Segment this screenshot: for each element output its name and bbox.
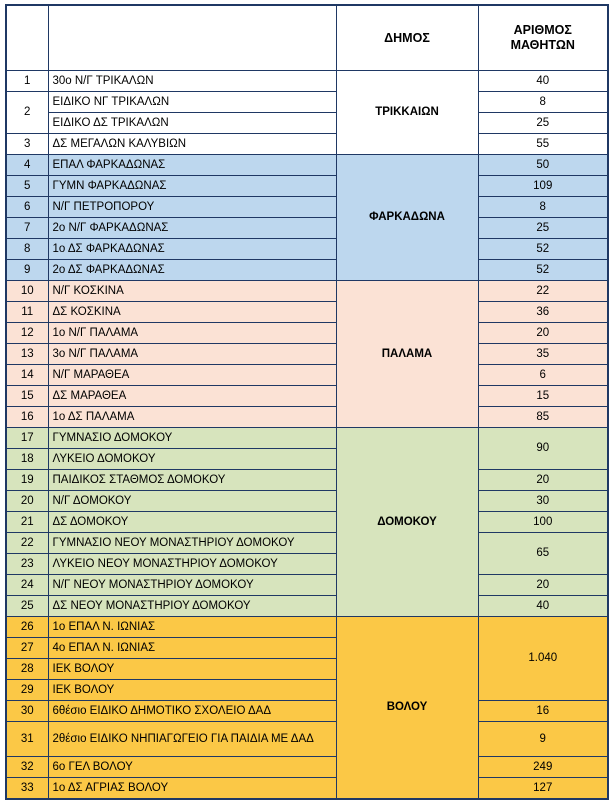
cell-student-count: 25 (478, 218, 608, 239)
table-row (6, 113, 608, 134)
table-row (6, 260, 608, 281)
table-row (6, 722, 608, 757)
cell-student-count: 6 (478, 365, 608, 386)
cell-student-count: 16 (478, 701, 608, 722)
cell-school-name: ΛΥΚΕΙΟ ΔΟΜΟΚΟΥ (48, 449, 336, 470)
cell-row-number: 29 (6, 680, 48, 701)
cell-student-count: 85 (478, 407, 608, 428)
table-row (6, 491, 608, 512)
cell-row-number: 13 (6, 344, 48, 365)
cell-row-number: 1 (6, 71, 48, 92)
cell-row-number: 19 (6, 470, 48, 491)
table-row (6, 92, 608, 113)
cell-municipality: ΔΟΜΟΚΟΥ (336, 428, 478, 617)
cell-school-name: 2θέσιο ΕΙΔΙΚΟ ΝΗΠΙΑΓΩΓΕΙΟ ΓΙΑ ΠΑΙΔΙΑ ΜΕ ΔΑΔ (48, 722, 336, 757)
table-body (6, 5, 608, 799)
cell-student-count: 109 (478, 176, 608, 197)
cell-row-number: 10 (6, 281, 48, 302)
table-row (6, 407, 608, 428)
cell-municipality: ΤΡΙΚΚΑΙΩΝ (336, 71, 478, 155)
cell-row-number: 6 (6, 197, 48, 218)
cell-row-number: 11 (6, 302, 48, 323)
cell-row-number: 27 (6, 638, 48, 659)
cell-school-name: 1ο Ν/Γ ΠΑΛΑΜΑ (48, 323, 336, 344)
cell-row-number: 7 (6, 218, 48, 239)
cell-row-number: 9 (6, 260, 48, 281)
cell-row-number: 28 (6, 659, 48, 680)
cell-row-number: 25 (6, 596, 48, 617)
table-row (6, 71, 608, 92)
cell-school-name: ΙΕΚ ΒΟΛΟΥ (48, 680, 336, 701)
cell-school-name: ΔΣ ΚΟΣΚΙΝΑ (48, 302, 336, 323)
table-row (6, 134, 608, 155)
schools-table (5, 4, 609, 800)
header-cell-number (6, 5, 48, 71)
cell-row-number: 3 (6, 134, 48, 155)
cell-student-count: 52 (478, 239, 608, 260)
cell-school-name: 1ο ΕΠΑΛ Ν. ΙΩΝΙΑΣ (48, 617, 336, 638)
cell-student-count: 65 (478, 533, 608, 575)
cell-school-name: 2ο ΔΣ ΦΑΡΚΑΔΩΝΑΣ (48, 260, 336, 281)
table-row (6, 778, 608, 800)
cell-row-number: 17 (6, 428, 48, 449)
cell-student-count: 35 (478, 344, 608, 365)
cell-school-name: ΓΥΜΝ ΦΑΡΚΑΔΩΝΑΣ (48, 176, 336, 197)
cell-student-count: 25 (478, 113, 608, 134)
cell-school-name: Ν/Γ ΚΟΣΚΙΝΑ (48, 281, 336, 302)
cell-school-name: ΛΥΚΕΙΟ ΝΕΟΥ ΜΟΝΑΣΤΗΡΙΟΥ ΔΟΜΟΚΟΥ (48, 554, 336, 575)
table-row (6, 281, 608, 302)
cell-student-count: 100 (478, 512, 608, 533)
cell-row-number: 20 (6, 491, 48, 512)
cell-row-number: 26 (6, 617, 48, 638)
cell-student-count: 15 (478, 386, 608, 407)
cell-student-count: 30 (478, 491, 608, 512)
table-row (6, 323, 608, 344)
table-row (6, 302, 608, 323)
cell-school-name: 1ο ΔΣ ΑΓΡΙΑΣ ΒΟΛΟΥ (48, 778, 336, 800)
cell-school-name: ΕΙΔΙΚΟ ΝΓ ΤΡΙΚΑΛΩΝ (48, 92, 336, 113)
cell-row-number: 24 (6, 575, 48, 596)
cell-student-count: 8 (478, 92, 608, 113)
cell-student-count: 40 (478, 596, 608, 617)
table-row (6, 155, 608, 176)
cell-student-count: 9 (478, 722, 608, 757)
cell-row-number: 2 (6, 92, 48, 134)
cell-student-count: 249 (478, 757, 608, 778)
table-row (6, 218, 608, 239)
cell-row-number: 5 (6, 176, 48, 197)
table-row (6, 470, 608, 491)
table-row (6, 428, 608, 449)
cell-school-name: Ν/Γ ΝΕΟΥ ΜΟΝΑΣΤΗΡΙΟΥ ΔΟΜΟΚΟΥ (48, 575, 336, 596)
cell-school-name: Ν/Γ ΠΕΤΡΟΠΟΡΟΥ (48, 197, 336, 218)
cell-school-name: ΓΥΜΝΑΣΙΟ ΔΟΜΟΚΟΥ (48, 428, 336, 449)
cell-student-count: 36 (478, 302, 608, 323)
cell-school-name: ΔΣ ΜΑΡΑΘΕΑ (48, 386, 336, 407)
cell-row-number: 33 (6, 778, 48, 800)
cell-school-name: ΙΕΚ ΒΟΛΟΥ (48, 659, 336, 680)
table-row (6, 344, 608, 365)
table-row (6, 575, 608, 596)
table-row (6, 197, 608, 218)
cell-student-count: 55 (478, 134, 608, 155)
cell-row-number: 16 (6, 407, 48, 428)
cell-student-count: 22 (478, 281, 608, 302)
cell-school-name: ΠΑΙΔΙΚΟΣ ΣΤΑΘΜΟΣ ΔΟΜΟΚΟΥ (48, 470, 336, 491)
table-row (6, 386, 608, 407)
cell-row-number: 4 (6, 155, 48, 176)
cell-student-count: 52 (478, 260, 608, 281)
table-row (6, 757, 608, 778)
table-row (6, 533, 608, 554)
cell-school-name: ΕΙΔΙΚΟ ΔΣ ΤΡΙΚΑΛΩΝ (48, 113, 336, 134)
cell-school-name: 2ο Ν/Γ ΦΑΡΚΑΔΩΝΑΣ (48, 218, 336, 239)
header-cell-student-count: ΑΡΙΘΜΟΣ ΜΑΘΗΤΩΝ (478, 5, 608, 71)
cell-school-name: 6ο ΓΕΛ ΒΟΛΟΥ (48, 757, 336, 778)
table-row (6, 239, 608, 260)
cell-school-name: Ν/Γ ΜΑΡΑΘΕΑ (48, 365, 336, 386)
cell-student-count: 40 (478, 71, 608, 92)
cell-row-number: 15 (6, 386, 48, 407)
cell-school-name: 1ο ΔΣ ΦΑΡΚΑΔΩΝΑΣ (48, 239, 336, 260)
cell-row-number: 32 (6, 757, 48, 778)
cell-school-name: 1ο ΔΣ ΠΑΛΑΜΑ (48, 407, 336, 428)
table-header-row (6, 5, 608, 71)
cell-school-name: ΔΣ ΔΟΜΟΚΟΥ (48, 512, 336, 533)
cell-row-number: 31 (6, 722, 48, 757)
cell-row-number: 8 (6, 239, 48, 260)
cell-student-count: 20 (478, 323, 608, 344)
cell-municipality: ΦΑΡΚΑΔΩΝΑ (336, 155, 478, 281)
cell-student-count: 1.040 (478, 617, 608, 701)
cell-row-number: 23 (6, 554, 48, 575)
header-cell-municipality: ΔΗΜΟΣ (336, 5, 478, 71)
cell-row-number: 30 (6, 701, 48, 722)
cell-row-number: 14 (6, 365, 48, 386)
cell-municipality: ΒΟΛΟΥ (336, 617, 478, 800)
table-row (6, 176, 608, 197)
table-row (6, 512, 608, 533)
cell-row-number: 12 (6, 323, 48, 344)
cell-school-name: 6θέσιο ΕΙΔΙΚΟ ΔΗΜΟΤΙΚΟ ΣΧΟΛΕΙΟ ΔΑΔ (48, 701, 336, 722)
table-row (6, 617, 608, 638)
cell-school-name: Ν/Γ ΔΟΜΟΚΟΥ (48, 491, 336, 512)
cell-student-count: 20 (478, 575, 608, 596)
cell-row-number: 21 (6, 512, 48, 533)
cell-student-count: 20 (478, 470, 608, 491)
header-cell-school (48, 5, 336, 71)
cell-school-name: 3ο Ν/Γ ΠΑΛΑΜΑ (48, 344, 336, 365)
cell-school-name: ΕΠΑΛ ΦΑΡΚΑΔΩΝΑΣ (48, 155, 336, 176)
cell-row-number: 22 (6, 533, 48, 554)
table-row (6, 365, 608, 386)
cell-school-name: 30ο Ν/Γ ΤΡΙΚΑΛΩΝ (48, 71, 336, 92)
cell-school-name: ΔΣ ΝΕΟΥ ΜΟΝΑΣΤΗΡΙΟΥ ΔΟΜΟΚΟΥ (48, 596, 336, 617)
cell-student-count: 8 (478, 197, 608, 218)
cell-student-count: 90 (478, 428, 608, 470)
table-row (6, 701, 608, 722)
cell-school-name: 4ο ΕΠΑΛ Ν. ΙΩΝΙΑΣ (48, 638, 336, 659)
cell-school-name: ΓΥΜΝΑΣΙΟ ΝΕΟΥ ΜΟΝΑΣΤΗΡΙΟΥ ΔΟΜΟΚΟΥ (48, 533, 336, 554)
cell-row-number: 18 (6, 449, 48, 470)
cell-municipality: ΠΑΛΑΜΑ (336, 281, 478, 428)
cell-student-count: 127 (478, 778, 608, 800)
table-row (6, 596, 608, 617)
cell-school-name: ΔΣ ΜΕΓΑΛΩΝ ΚΑΛΥΒΙΩΝ (48, 134, 336, 155)
cell-student-count: 50 (478, 155, 608, 176)
